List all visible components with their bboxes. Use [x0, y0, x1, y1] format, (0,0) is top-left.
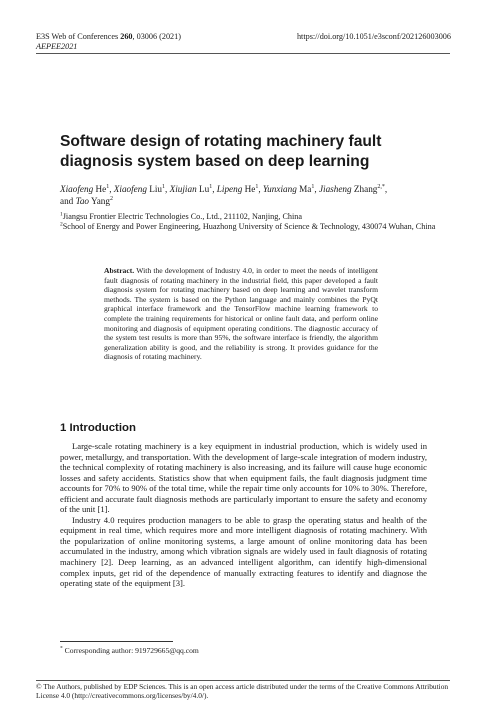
- doi-link[interactable]: https://doi.org/10.1051/e3sconf/202126003006: [296, 32, 451, 41]
- footnote-text: Corresponding author: 919729665@qq.com: [62, 646, 199, 655]
- paragraph: Industry 4.0 requires production managers to be able to grasp the operating status and health of the equipment in real time, which requires more and more intelligent diagnosis of rotating machinery. With the popularization of online monitoring systems, a large amount of online monitoring data has been accumulated in the industry, among which vibration signals are widely used in fault diagnosis of rotating machinery [2]. Deep learning, as an advanced intelligent algorithm, can identify high-dimensional complex inputs, get rid of the dependence of manually extracting features to identify and diagnose the operating state of the equipment [3].: [60, 514, 427, 589]
- author: Yunxiang Ma$^1$: [262, 183, 315, 194]
- paper-title: [60, 132, 440, 171]
- conference-name: AEPEE2021: [36, 42, 78, 51]
- affiliation-1: $^1$Jiangsu Frontier Electric Technologies Co., Ltd., 211102, Nanjing, China: [60, 211, 303, 221]
- footnote-mark: *: [60, 645, 63, 652]
- header-rule: [36, 53, 450, 54]
- author: Tao Yang$^2$: [75, 195, 113, 206]
- paper-title-line-2: diagnosis system based on deep learning: [60, 152, 370, 170]
- license-text: © The Authors, published by EDP Sciences. This is an open access article distributed under the terms of the Creative Commons Attribution License 4.0 (http://creativecommons.org/licenses/by/4.0/).: [36, 682, 449, 701]
- author-list: Xiaofeng He$^1$, Xiaofeng Liu$^1$, Xiujian Lu$^1$, Lipeng He$^1$, Yunxiang Ma$^1$, Jiasheng Zhang$^{2,*}$, and Tao Yang$^2$: [60, 183, 388, 206]
- author: Xiaofeng Liu$^1$: [113, 183, 166, 194]
- affiliation-2: $^2$School of Energy and Power Engineering, Huazhong University of Science & Technology, 430074 Wuhan, China: [60, 221, 436, 232]
- author: Xiaofeng He$^1$: [60, 183, 110, 194]
- affiliations: [60, 212, 440, 232]
- footnote: [60, 646, 199, 656]
- paragraph: Large-scale rotating machinery is a key equipment in industrial production, which is widely used in power, metallurgy, and transportation. With the development of large-scale integration of modern industry, the technical complexity of rotating machinery is also increasing, and its failure will cause huge economic losses and safety accidents. Statistics show that when equipment fails, the fault diagnosis judgment time accounts for 70% to 90% of the total time, while the repair time only accounts for 10% to 30%. Therefore, efficient and accurate fault diagnosis methods are particularly important to ensure the safety and economy of the unit [1].: [60, 441, 427, 515]
- footer-rule: [36, 680, 450, 681]
- paper-title-line-1: Software design of rotating machinery fault: [60, 133, 382, 150]
- body-text: [60, 441, 427, 589]
- journal-volume: 260: [120, 32, 133, 41]
- section-heading: 1 Introduction: [60, 422, 136, 434]
- abstract-text: With the development of Industry 4.0, in order to meet the needs of intelligent fault diagnosis of rotating machinery in the industrial field, this paper developed a fault diagnosis system for rotating machinery based on deep learning and wavelet transform methods. The system is based on the Python language and mainly combines the PyQt graphical interface framework and the TensorFlow machine learning framework to complete the training requirements for historical or online fault data, and perform online monitoring and diagnosis of equipment operating conditions. The diagnostic accuracy of the system test results is more than 95%, the software interface is friendly, the algorithm generalization ability is good, and the reliability is strong. It provides guidance for the diagnosis of rotating machinery.: [104, 266, 378, 362]
- abstract: [104, 266, 378, 362]
- running-header-journal: [36, 32, 181, 42]
- author: Xiujian Lu$^1$: [169, 183, 213, 194]
- author-and: and: [60, 195, 74, 206]
- author: Lipeng He$^1$: [216, 183, 259, 194]
- footnote-rule: [60, 641, 173, 642]
- journal-article-number: , 03006 (2021): [132, 32, 181, 41]
- author: Jiasheng Zhang$^{2,*}$: [318, 183, 385, 194]
- journal-name: E3S Web of Conferences: [36, 32, 121, 41]
- abstract-label: Abstract.: [104, 266, 135, 275]
